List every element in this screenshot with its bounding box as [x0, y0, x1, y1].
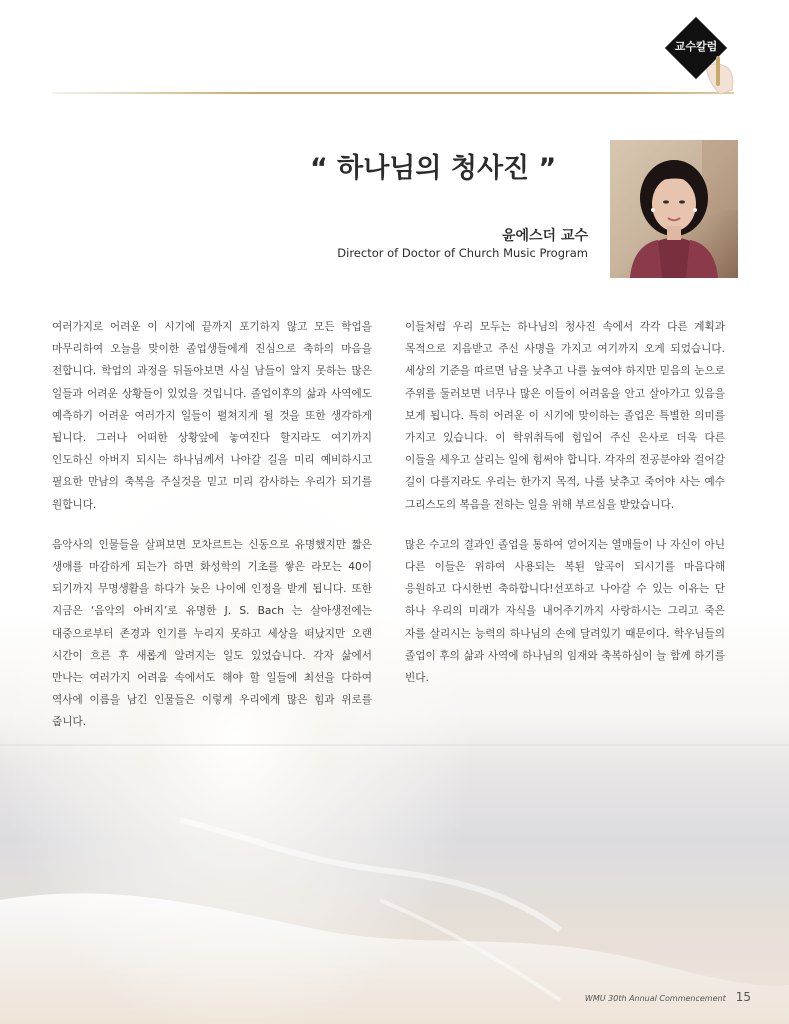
author-title: Director of Doctor of Church Music Program	[337, 246, 588, 260]
article-paragraph: 이들처럼 우리 모두는 하나님의 청사진 속에서 각각 다른 계획과 목적으로 지음받고 주신 사명을 가지고 여기까지 오게 되었습니다. 세상의 기준을 따르면 남을 낮추고 나를 높여야 하지만 믿음의 눈으로 주위를 둘러보면 너무나 많은 이들이 어려움을 안고 살아가고 있음을 보게 됩니다. 특히 어려운 이 시기에 맞이하는 졸업은 특별한 의미를 가지고 있습니다. 이 학위취득에 힘입어 주신 은사로 더욱 다른 이들을 세우고 살리는 일에 힘써야 합니다. 각자의 전공분야와 걸어갈 길이 다를지라도 우리는 한가지 목적, 나를 낮추고 죽어야 사는 예수 그리스도의 복음을 전하는 일을 위해 부르심을 받았습니다.	[405, 321, 725, 511]
article-paragraph: 여러가지로 어려운 이 시기에 끝까지 포기하지 않고 모든 학업을 마무리하여 오늘을 맞이한 졸업생들에게 진심으로 축하의 마음을 전합니다. 학업의 과정을 뒤돌아보면 사실 남들이 알지 못하는 많은 일들과 어려운 상황들이 있었을 것입니다. 졸업이후의 삶과 사역에도 예측하기 어려운 여러가지 일들이 펼쳐지게 될 것을 또한 생각하게 됩니다. 그러나 어떠한 상황앞에 놓여진다 할지라도 여기까지 인도하신 아버지 되시는 하나님께서 나아갈 길을 미리 예비하시고 필요한 만남의 축복을 주실것을 믿고 미리 감사하는 우리가 되기를 원합니다.	[52, 321, 372, 511]
author-photo	[610, 140, 738, 278]
article-title: “ 하나님의 청사진 ”	[310, 153, 557, 184]
page-footer	[585, 990, 751, 1004]
author-name: 윤에스더 교수	[501, 228, 588, 244]
header-rule	[52, 92, 734, 94]
section-badge-label: 교수칼럼	[674, 40, 718, 53]
page-number: 15	[735, 990, 751, 1004]
footer-text: WMU 30th Annual Commencement	[584, 994, 726, 1003]
article-column-right	[405, 316, 725, 707]
article-paragraph: 음악사의 인물들을 살펴보면 모차르트는 신동으로 유명했지만 짧은 생애를 마감하게 되는가 하면 화성학의 기초를 쌓은 라모는 40이 되기까지 무명생활을 하다가 늦은 나이에 인정을 받게 됩니다. 또한 지금은 ‘음악의 아버지’로 유명한 J. S. Bach 는 살아생전에는 대중으로부터 존경과 인기를 누리지 못하고 세상을 떠났지만 오랜 시간이 흐른 후 새롭게 알려지는 일도 있었습니다. 각자 삶에서 만나는 여러가지 어려움 속에서도 해야 할 일들에 최선을 다하여 역사에 이름을 남긴 인물들은 이렇게 우리에게 많은 힘과 위로를 줍니다.	[52, 538, 372, 729]
tassel-icon	[716, 56, 720, 86]
section-badge	[666, 18, 726, 78]
article-paragraph: 많은 수고의 결과인 졸업을 통하여 얻어지는 열매들이 나 자신이 아닌 다른 이들은 위하여 사용되는 복된 알곡이 되시기를 마음다해 응원하고 다시한번 축하합니다!선포하고 나아갈 수 있는 이유는 단 하나 우리의 미래가 자식을 내어주기까지 사랑하시는 그리고 죽은 자를 살리시는 능력의 하나님의 손에 달려있기 때문이다. 학우님들의 졸업이 후의 삶과 사역에 하나님의 임재와 축복하심이 늘 함께 하기를 빈다.	[405, 538, 725, 685]
article-column-left	[52, 316, 372, 752]
